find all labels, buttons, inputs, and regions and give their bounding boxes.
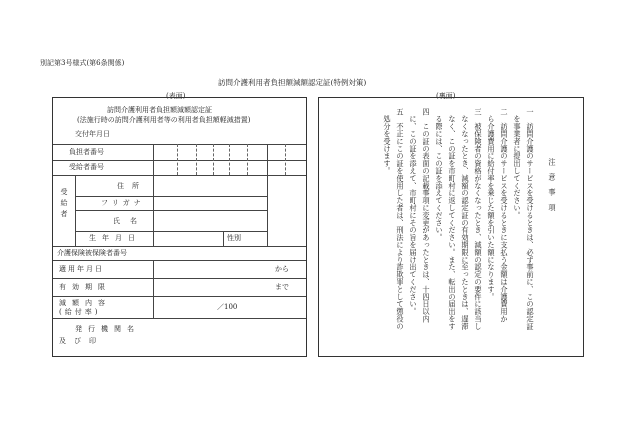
note-line: なくなったとき、減額の認定証の有効期限に至ったときは、遅滞 [461, 108, 470, 330]
back-side-label: (裏面) [436, 92, 456, 100]
note-line: を事業者に提出してください。 [513, 108, 522, 219]
note-line: 二 訪問介護のサービスを受けるときに支払う金額は介護費用か [500, 108, 509, 323]
note-line: 五 不正にこの証を使用した者は、刑法により詐欺罪として懲役の [396, 108, 405, 330]
issuer-label: 発行機関名 [75, 325, 140, 333]
issuer-seal-label: 及び印 [59, 337, 104, 345]
card-subtitle: (法施行時の訪問介護利用者等の利用者負担額軽減措置) [77, 116, 251, 124]
card-title: 訪問介護利用者負担額減額認定証 [107, 106, 212, 114]
front-card [52, 97, 307, 357]
note-line: 一 訪問介護のサービスを受けるときは、必ず事前に、この認定証 [526, 108, 535, 330]
note-line: なく、この証を市町村に返してください。また、転出の届出をす [448, 108, 457, 330]
back-card [318, 97, 584, 357]
note-line: に、この証を添えて、市町村にその旨を届け出てください。 [409, 108, 418, 316]
note-line: 三 被保険者の資格がなくなったとき、減額の認定の要件に該当し [474, 108, 483, 330]
form-number-label: 別記第3号様式(第6条関係) [40, 59, 125, 67]
until-label: まで [275, 283, 289, 291]
reduction-label: 減額内容 [59, 299, 111, 307]
furigana-label: フリガナ [101, 199, 145, 207]
name-label: 氏名 [113, 217, 147, 225]
recipient-group-label: 受給者 [60, 188, 68, 221]
note-line: る際には、この証を添えてください。 [435, 108, 444, 242]
front-side-label: (表面) [166, 92, 186, 100]
recipient-number-label: 受給者番号 [69, 163, 104, 171]
note-line: 四 この証の表面の記載事項に変更があったときは、十四日以内 [422, 108, 431, 323]
note-line: ら介護費用に給付率を乗じた額を引いた額になります。 [487, 108, 496, 301]
gender-label: 性別 [227, 234, 241, 242]
rate-denominator: ／100 [217, 303, 238, 311]
insurer-number-label: 介護保険被保険者番号 [57, 249, 127, 257]
from-label: から [275, 265, 289, 273]
applicable-date-label: 適用年月日 [59, 265, 104, 273]
expiry-label: 有効期限 [59, 283, 111, 291]
insured-number-label: 負担者番号 [69, 148, 104, 156]
notes-heading: 注意事項 [548, 158, 557, 219]
benefit-rate-label: (給付率) [59, 308, 101, 316]
birthdate-label: 生年月日 [89, 234, 141, 242]
document-title: 訪問介護利用者負担額減額認定証(特例対策) [218, 78, 367, 87]
issue-date-label: 交付年月日 [75, 130, 110, 138]
note-line: 処分を受けます。 [383, 108, 392, 175]
address-label: 住所 [117, 182, 147, 190]
